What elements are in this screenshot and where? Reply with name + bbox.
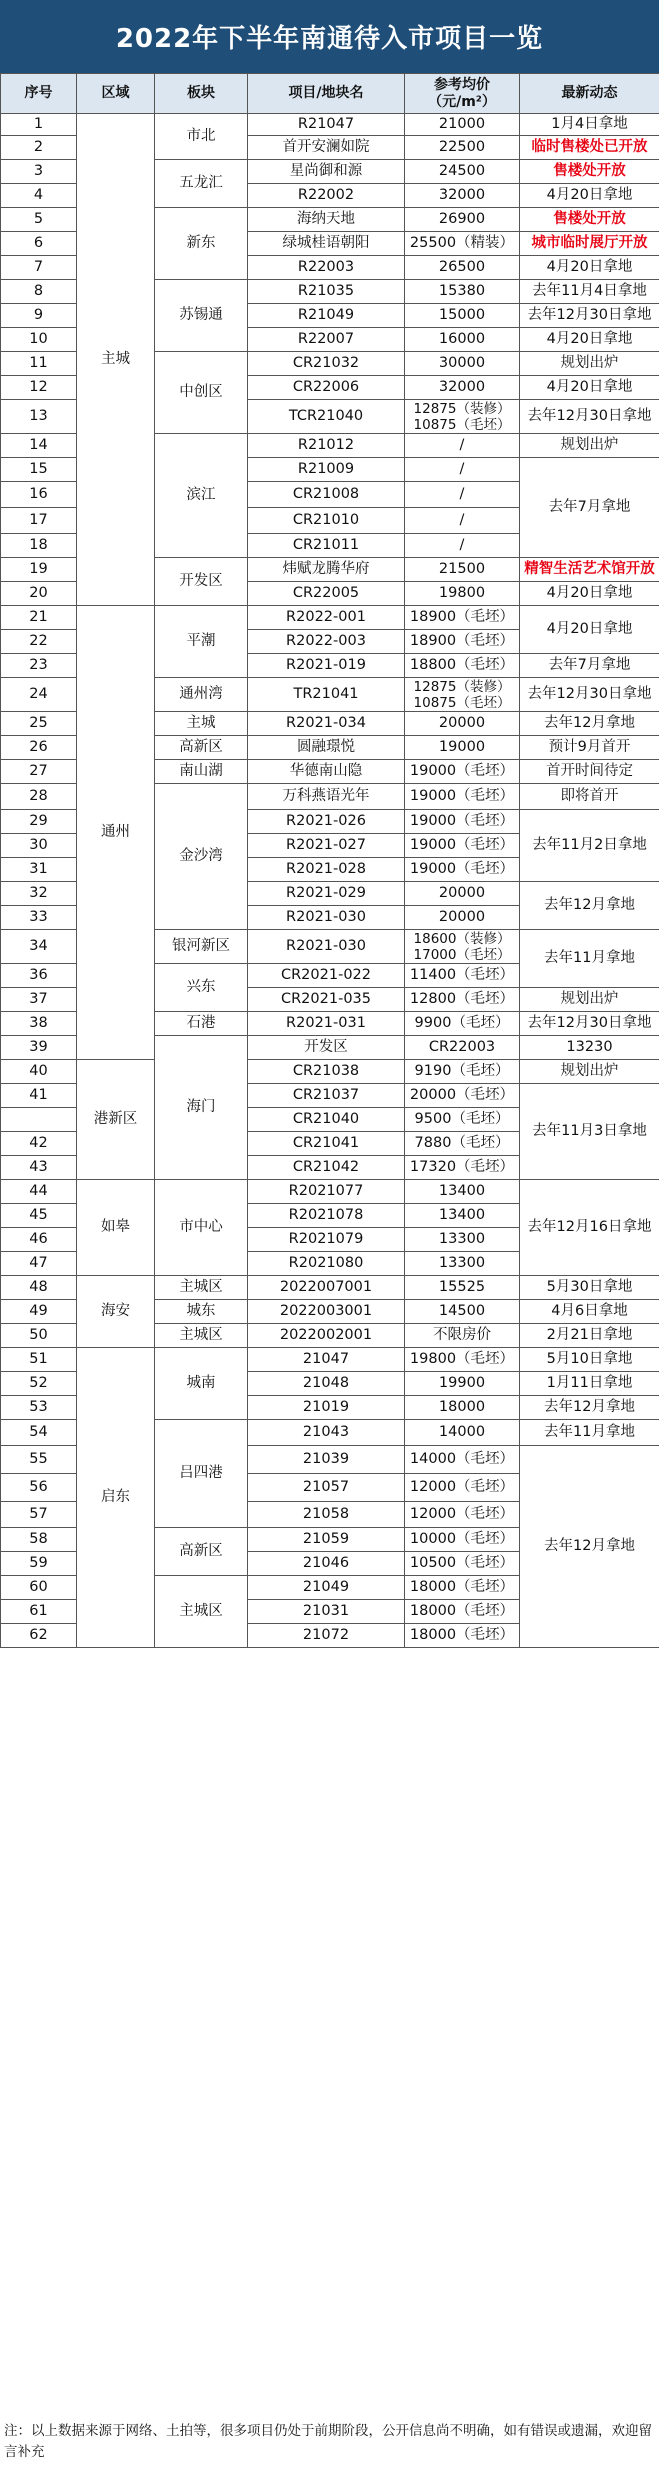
cell-region: 海门	[155, 1036, 248, 1180]
cell-project: R21012	[248, 434, 405, 458]
cell-price: 15525	[405, 1276, 520, 1300]
cell-status: 去年11月3日拿地	[520, 1084, 659, 1180]
cell-project: CR22003	[405, 1036, 520, 1060]
price-line: 12875（装修）	[413, 678, 511, 695]
cell-no: 2	[1, 136, 77, 160]
cell-price: 7880（毛坯）	[405, 1132, 520, 1156]
col-header-price	[405, 74, 520, 114]
cell-price: 32000	[405, 376, 520, 400]
col-header-region: 区域	[77, 74, 155, 114]
cell-no: 33	[1, 906, 77, 930]
cell-price: 11400（毛坯）	[405, 964, 520, 988]
cell-status: 去年12月拿地	[520, 712, 659, 736]
cell-block: 南山湖	[155, 760, 248, 784]
cell-no: 3	[1, 160, 77, 184]
cell-price: 22500	[405, 136, 520, 160]
cell-status: 去年12月拿地	[520, 1396, 659, 1420]
cell-project: 21039	[248, 1446, 405, 1474]
cell-status: 去年12月拿地	[520, 1446, 659, 1648]
cell-status: 去年12月30日拿地	[520, 1012, 659, 1036]
cell-no: 25	[1, 712, 77, 736]
cell-price: 14500	[405, 1300, 520, 1324]
cell-price: /	[405, 458, 520, 482]
cell-block: 中创区	[155, 352, 248, 434]
cell-price: 12000（毛坯）	[405, 1474, 520, 1502]
cell-status: 去年11月拿地	[520, 1420, 659, 1446]
cell-price: 19000	[405, 736, 520, 760]
cell-price: 15380	[405, 280, 520, 304]
cell-price: 18000（毛坯）	[405, 1576, 520, 1600]
cell-no: 50	[1, 1324, 77, 1348]
cell-block: 兴东	[155, 964, 248, 1012]
cell-region: 主城	[77, 114, 155, 606]
cell-status: 规划出炉	[520, 434, 659, 458]
cell-price: 30000	[405, 352, 520, 376]
cell-project: 2022002001	[248, 1324, 405, 1348]
cell-price: 18000（毛坯）	[405, 1624, 520, 1648]
cell-status: 4月6日拿地	[520, 1300, 659, 1324]
cell-price: 25500（精装）	[405, 232, 520, 256]
header-row	[1, 74, 659, 114]
cell-no: 19	[1, 558, 77, 582]
cell-project: R22002	[248, 184, 405, 208]
cell-project: R2021-029	[248, 882, 405, 906]
cell-no: 49	[1, 1300, 77, 1324]
cell-project: 21048	[248, 1372, 405, 1396]
cell-project: 炜赋龙腾华府	[248, 558, 405, 582]
cell-price: 19900	[405, 1372, 520, 1396]
cell-price: 19000（毛坯）	[405, 858, 520, 882]
cell-no: 14	[1, 434, 77, 458]
cell-status: 规划出炉	[520, 988, 659, 1012]
cell-block: 通州湾	[155, 678, 248, 712]
cell-price: 26500	[405, 256, 520, 280]
cell-project: R2022-001	[248, 606, 405, 630]
cell-price: 18000（毛坯）	[405, 1600, 520, 1624]
cell-price: 21000	[405, 114, 520, 136]
cell-project: 星尚御和源	[248, 160, 405, 184]
cell-price: 26900	[405, 208, 520, 232]
cell-no: 17	[1, 508, 77, 534]
cell-no: 54	[1, 1420, 77, 1446]
cell-project: R22007	[248, 328, 405, 352]
cell-project: R2021-026	[248, 810, 405, 834]
cell-no: 48	[1, 1276, 77, 1300]
price-line: 17000（毛坯）	[413, 946, 511, 963]
cell-status: 规划出炉	[520, 352, 659, 376]
cell-price: 13300	[405, 1252, 520, 1276]
cell-block: 苏锡通	[155, 280, 248, 352]
cell-project: R2021078	[248, 1204, 405, 1228]
cell-block: 平潮	[155, 606, 248, 678]
cell-project: CR22005	[248, 582, 405, 606]
cell-project: R21009	[248, 458, 405, 482]
cell-no: 10	[1, 328, 77, 352]
cell-price: 13230	[520, 1036, 659, 1060]
cell-price: 14000	[405, 1420, 520, 1446]
cell-no: 36	[1, 964, 77, 988]
cell-region: 通州	[77, 606, 155, 1060]
table-row	[1, 606, 659, 630]
cell-no: 45	[1, 1204, 77, 1228]
cell-project: CR21032	[248, 352, 405, 376]
cell-status: 去年12月30日拿地	[520, 400, 659, 434]
cell-price: 19000（毛坯）	[405, 760, 520, 784]
cell-no: 29	[1, 810, 77, 834]
cell-no: 27	[1, 760, 77, 784]
cell-status: 去年12月30日拿地	[520, 304, 659, 328]
cell-price: 17320（毛坯）	[405, 1156, 520, 1180]
price-header-line2: （元/m²）	[428, 93, 496, 110]
cell-project: CR21037	[248, 1084, 405, 1108]
cell-status: 4月20日拿地	[520, 606, 659, 654]
cell-status: 4月20日拿地	[520, 582, 659, 606]
cell-no: 6	[1, 232, 77, 256]
cell-price: 12800（毛坯）	[405, 988, 520, 1012]
cell-price: 20000（毛坯）	[405, 1084, 520, 1108]
cell-project: 圆融璟悦	[248, 736, 405, 760]
cell-no: 24	[1, 678, 77, 712]
cell-price: /	[405, 434, 520, 458]
page-title: 2022年下半年南通待入市项目一览	[0, 0, 659, 73]
cell-price: 16000	[405, 328, 520, 352]
cell-no: 20	[1, 582, 77, 606]
cell-project: CR21041	[248, 1132, 405, 1156]
cell-price: 32000	[405, 184, 520, 208]
cell-project: CR22006	[248, 376, 405, 400]
cell-status: 去年7月拿地	[520, 654, 659, 678]
cell-price: 18800（毛坯）	[405, 654, 520, 678]
cell-no: 38	[1, 1012, 77, 1036]
table-row	[1, 1180, 659, 1204]
cell-price: 21500	[405, 558, 520, 582]
cell-project: 21031	[248, 1600, 405, 1624]
cell-price: 19000（毛坯）	[405, 810, 520, 834]
price-line: 12875（装修）	[413, 400, 511, 417]
price-header-line1: 参考均价	[434, 76, 490, 93]
cell-no: 40	[1, 1060, 77, 1084]
cell-status: 2月21日拿地	[520, 1324, 659, 1348]
table-row	[1, 1060, 659, 1084]
cell-project: 万科燕语光年	[248, 784, 405, 810]
cell-no: 7	[1, 256, 77, 280]
price-line: 10875（毛坯）	[413, 416, 511, 433]
cell-project: 21049	[248, 1576, 405, 1600]
cell-no: 1	[1, 114, 77, 136]
cell-status: 去年12月拿地	[520, 882, 659, 930]
cell-price: /	[405, 534, 520, 558]
cell-block: 新东	[155, 208, 248, 280]
cell-status: 城市临时展厅开放	[520, 232, 659, 256]
cell-block: 石港	[155, 1012, 248, 1036]
cell-price: 13400	[405, 1204, 520, 1228]
cell-status: 4月20日拿地	[520, 376, 659, 400]
cell-status: 规划出炉	[520, 1060, 659, 1084]
cell-no: 32	[1, 882, 77, 906]
cell-project: R2021080	[248, 1252, 405, 1276]
cell-project: CR21008	[248, 482, 405, 508]
col-header-project: 项目/地块名	[248, 74, 405, 114]
cell-no	[1, 1108, 77, 1132]
cell-no: 57	[1, 1502, 77, 1528]
footnote: 注：以上数据来源于网络、土拍等，很多项目仍处于前期阶段，公开信息尚不明确，如有错误或遗漏，欢迎留言补充	[4, 2423, 652, 2460]
cell-project: R2022-003	[248, 630, 405, 654]
cell-region: 启东	[77, 1348, 155, 1648]
cell-project: 21059	[248, 1528, 405, 1552]
cell-no: 8	[1, 280, 77, 304]
cell-project: 首开安澜如院	[248, 136, 405, 160]
cell-block: 主城	[155, 712, 248, 736]
cell-block: 港新区	[77, 1060, 155, 1180]
projects-table	[0, 73, 659, 1648]
table-row	[1, 1348, 659, 1372]
cell-project: CR21042	[248, 1156, 405, 1180]
cell-project: 21057	[248, 1474, 405, 1502]
price-line: 10875（毛坯）	[413, 694, 511, 711]
cell-price	[405, 400, 520, 434]
cell-block: 五龙汇	[155, 160, 248, 208]
cell-status: 去年12月16日拿地	[520, 1180, 659, 1276]
cell-no: 39	[1, 1036, 77, 1060]
cell-no: 13	[1, 400, 77, 434]
cell-no: 61	[1, 1600, 77, 1624]
cell-block: 城东	[155, 1300, 248, 1324]
cell-project: 21058	[248, 1502, 405, 1528]
cell-status: 4月20日拿地	[520, 328, 659, 352]
cell-no: 52	[1, 1372, 77, 1396]
cell-project: R2021-034	[248, 712, 405, 736]
cell-price: 19000（毛坯）	[405, 784, 520, 810]
cell-project: 21072	[248, 1624, 405, 1648]
cell-no: 28	[1, 784, 77, 810]
cell-status: 临时售楼处已开放	[520, 136, 659, 160]
cell-project: 21047	[248, 1348, 405, 1372]
cell-region: 如皋	[77, 1180, 155, 1276]
cell-no: 26	[1, 736, 77, 760]
col-header-block: 板块	[155, 74, 248, 114]
cell-project: CR21010	[248, 508, 405, 534]
cell-status: 即将首开	[520, 784, 659, 810]
cell-no: 15	[1, 458, 77, 482]
cell-no: 60	[1, 1576, 77, 1600]
cell-project: 2022003001	[248, 1300, 405, 1324]
cell-block: 银河新区	[155, 930, 248, 964]
cell-price	[405, 678, 520, 712]
cell-price: 19800	[405, 582, 520, 606]
cell-project: CR21011	[248, 534, 405, 558]
cell-no: 18	[1, 534, 77, 558]
cell-project: R21035	[248, 280, 405, 304]
cell-project: TCR21040	[248, 400, 405, 434]
cell-block: 高新区	[155, 736, 248, 760]
cell-status: 预计9月首开	[520, 736, 659, 760]
cell-no: 21	[1, 606, 77, 630]
cell-price: 20000	[405, 712, 520, 736]
cell-project: CR2021-035	[248, 988, 405, 1012]
cell-price: 15000	[405, 304, 520, 328]
cell-price: 13400	[405, 1180, 520, 1204]
cell-price: 20000	[405, 906, 520, 930]
cell-project: 华德南山隐	[248, 760, 405, 784]
cell-project: R2021-019	[248, 654, 405, 678]
cell-status: 4月20日拿地	[520, 256, 659, 280]
cell-price: 不限房价	[405, 1324, 520, 1348]
col-header-status: 最新动态	[520, 74, 659, 114]
cell-no: 16	[1, 482, 77, 508]
cell-price	[405, 930, 520, 964]
cell-project: 21043	[248, 1420, 405, 1446]
cell-price: 20000	[405, 882, 520, 906]
table-row	[1, 1276, 659, 1300]
cell-no: 53	[1, 1396, 77, 1420]
cell-price: 24500	[405, 160, 520, 184]
cell-no: 51	[1, 1348, 77, 1372]
cell-no: 55	[1, 1446, 77, 1474]
cell-status: 4月20日拿地	[520, 184, 659, 208]
cell-no: 9	[1, 304, 77, 328]
cell-price: /	[405, 482, 520, 508]
cell-block: 开发区	[248, 1036, 405, 1060]
cell-price: 12000（毛坯）	[405, 1502, 520, 1528]
cell-project: 绿城桂语朝阳	[248, 232, 405, 256]
cell-project: R2021-030	[248, 906, 405, 930]
cell-project: R21047	[248, 114, 405, 136]
cell-no: 43	[1, 1156, 77, 1180]
cell-project: 2022007001	[248, 1276, 405, 1300]
cell-project: CR2021-022	[248, 964, 405, 988]
cell-block: 开发区	[155, 558, 248, 606]
cell-status: 去年11月2日拿地	[520, 810, 659, 882]
cell-block: 主城区	[155, 1324, 248, 1348]
cell-price: 14000（毛坯）	[405, 1446, 520, 1474]
cell-project: CR21040	[248, 1108, 405, 1132]
cell-price: 18900（毛坯）	[405, 630, 520, 654]
cell-project: R2021079	[248, 1228, 405, 1252]
cell-project: R2021077	[248, 1180, 405, 1204]
cell-no: 34	[1, 930, 77, 964]
cell-project: 海纳天地	[248, 208, 405, 232]
cell-status: 精智生活艺术馆开放	[520, 558, 659, 582]
cell-status: 5月10日拿地	[520, 1348, 659, 1372]
cell-no: 31	[1, 858, 77, 882]
cell-price: /	[405, 508, 520, 534]
col-header-no: 序号	[1, 74, 77, 114]
cell-price: 19000（毛坯）	[405, 834, 520, 858]
cell-no: 23	[1, 654, 77, 678]
cell-no: 30	[1, 834, 77, 858]
cell-project: R21049	[248, 304, 405, 328]
cell-project: R22003	[248, 256, 405, 280]
cell-status: 去年7月拿地	[520, 458, 659, 558]
cell-price: 18900（毛坯）	[405, 606, 520, 630]
cell-block: 市中心	[155, 1180, 248, 1276]
cell-no: 56	[1, 1474, 77, 1502]
cell-no: 58	[1, 1528, 77, 1552]
cell-no: 41	[1, 1084, 77, 1108]
cell-status: 去年11月4日拿地	[520, 280, 659, 304]
cell-status: 去年12月30日拿地	[520, 678, 659, 712]
cell-no: 5	[1, 208, 77, 232]
cell-price: 9900（毛坯）	[405, 1012, 520, 1036]
cell-no: 47	[1, 1252, 77, 1276]
cell-no: 22	[1, 630, 77, 654]
cell-block: 主城区	[155, 1576, 248, 1648]
cell-region: 海安	[77, 1276, 155, 1348]
cell-no: 59	[1, 1552, 77, 1576]
cell-price: 13300	[405, 1228, 520, 1252]
cell-price: 10500（毛坯）	[405, 1552, 520, 1576]
cell-project: R2021-027	[248, 834, 405, 858]
cell-no: 11	[1, 352, 77, 376]
cell-price: 9500（毛坯）	[405, 1108, 520, 1132]
cell-status: 5月30日拿地	[520, 1276, 659, 1300]
cell-no: 42	[1, 1132, 77, 1156]
cell-status: 售楼处开放	[520, 208, 659, 232]
cell-project: R2021-030	[248, 930, 405, 964]
cell-project: R2021-028	[248, 858, 405, 882]
cell-block: 滨江	[155, 434, 248, 558]
cell-project: CR21038	[248, 1060, 405, 1084]
cell-status: 售楼处开放	[520, 160, 659, 184]
cell-status: 1月4日拿地	[520, 114, 659, 136]
price-line: 18600（装修）	[413, 930, 511, 947]
cell-price: 18000	[405, 1396, 520, 1420]
cell-project: R2021-031	[248, 1012, 405, 1036]
cell-no: 12	[1, 376, 77, 400]
cell-block: 城南	[155, 1348, 248, 1420]
cell-status: 1月11日拿地	[520, 1372, 659, 1396]
cell-block: 吕四港	[155, 1420, 248, 1528]
cell-block: 金沙湾	[155, 784, 248, 930]
cell-status: 去年11月拿地	[520, 930, 659, 988]
cell-no: 44	[1, 1180, 77, 1204]
table-row	[1, 114, 659, 136]
cell-block: 市北	[155, 114, 248, 160]
cell-no: 46	[1, 1228, 77, 1252]
cell-block: 高新区	[155, 1528, 248, 1576]
cell-project: TR21041	[248, 678, 405, 712]
cell-no: 4	[1, 184, 77, 208]
cell-block: 主城区	[155, 1276, 248, 1300]
cell-project: 21046	[248, 1552, 405, 1576]
cell-project: 21019	[248, 1396, 405, 1420]
cell-no: 62	[1, 1624, 77, 1648]
cell-no: 37	[1, 988, 77, 1012]
cell-price: 10000（毛坯）	[405, 1528, 520, 1552]
cell-price: 9190（毛坯）	[405, 1060, 520, 1084]
cell-status: 首开时间待定	[520, 760, 659, 784]
cell-price: 19800（毛坯）	[405, 1348, 520, 1372]
